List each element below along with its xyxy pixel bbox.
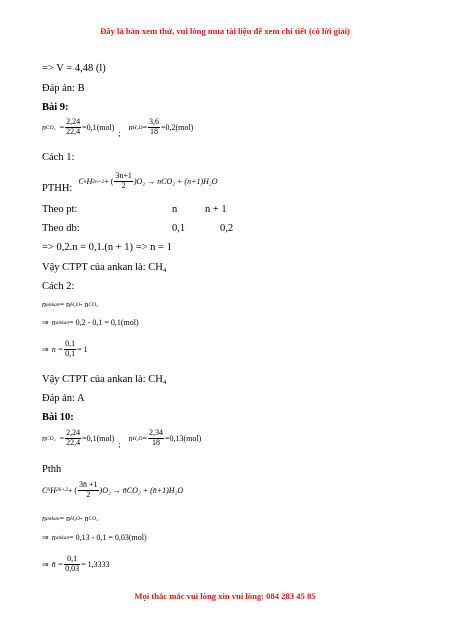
- theo-db-label: Theo db:: [42, 223, 80, 234]
- line-ctpt-1: Vậy CTPT của ankan là: CH₄: [42, 262, 167, 273]
- eq-moles-bai9: n CO₂ = $\frac{2,24}{22,4}$ = 0,1(mol) ; n H₂O = $\frac{3,6}{18}$ = 0,2(mol): [42, 117, 194, 138]
- eq-nankan-calc-2: ⇒ n ankan = 0,13 - 0,1 = 0,03(mol): [42, 533, 147, 542]
- theo-pt-label: Theo pt:: [42, 204, 78, 215]
- heading-bai-9: Bài 9:: [42, 102, 69, 113]
- eq-pthh-1: PTHH: C n H 2n+2 + ( $\frac{3n+1}{2}$ )O₂ → nCO₂ + (n+1)H₂O: [42, 171, 218, 194]
- theo-db-b: 0,2: [220, 223, 234, 234]
- line-n-equation: => 0,2.n = 0,1.(n + 1) => n = 1: [42, 242, 172, 253]
- pthh-label-2: Pthh: [42, 464, 62, 475]
- line-answer-b: Đáp án: B: [42, 83, 85, 94]
- theo-db-a: 0,1: [172, 223, 186, 234]
- line-volume: => V = 4,48 (l): [42, 63, 106, 74]
- contact-banner: Mọi thắc mắc vui lòng xin vui lòng: 084 283 45 85: [134, 591, 316, 601]
- eq-moles-bai10: n CO₂ = $\frac{2,24}{22,4}$ = 0,1(mol) ; n H₂O = $\frac{2,34}{18}$ = 0,13(mol): [42, 428, 202, 449]
- heading-bai-10: Bài 10:: [42, 412, 74, 423]
- preview-banner: Đây là bản xem thử, vui lòng mua tài liệu để xem chi tiết (có lời giải): [100, 26, 350, 36]
- theo-pt-n: n: [172, 204, 178, 215]
- line-answer-a: Đáp án: A: [42, 393, 85, 404]
- eq-nankan-def: n ankan = n H₂O - n CO₂: [42, 300, 99, 309]
- eq-pthh-2: C n̄ H 2n̄+2 + ( $\frac{3n̄ +1}{2}$ )O₂ → n̄CO₂ + (n̄+1)H₂O: [42, 480, 184, 499]
- theo-pt-n1: n + 1: [205, 204, 227, 215]
- cach-2-label: Cách 2:: [42, 281, 75, 292]
- line-ctpt-2: Vậy CTPT của ankan là: CH₄: [42, 374, 167, 385]
- cach-1-label: Cách 1:: [42, 152, 75, 163]
- eq-nbar-result: ⇒ n̄ = $\frac{0,1}{0,03}$ = 1,3333: [42, 554, 110, 573]
- eq-nankan-calc: ⇒ n ankan = 0,2 - 0,1 = 0,1(mol): [42, 318, 139, 327]
- eq-n-result: ⇒ n = $\frac{0,1}{0,1}$ = 1: [42, 339, 88, 358]
- eq-nankan-def-2: n ankan = n H₂O - n CO₂: [42, 514, 99, 523]
